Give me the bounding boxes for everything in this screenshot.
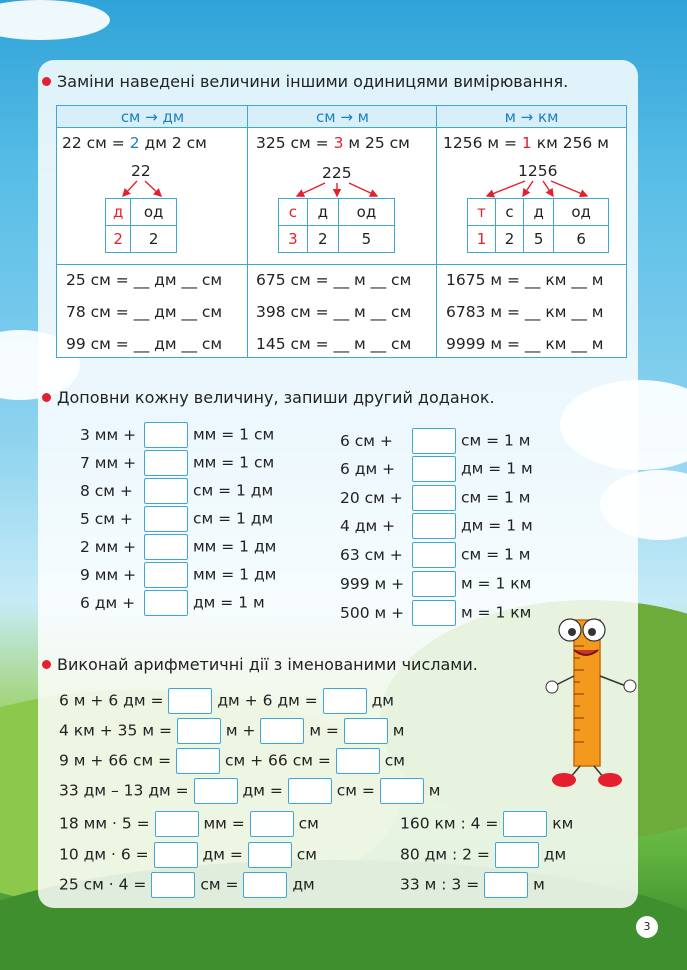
place-head: д [307, 199, 338, 226]
example-line: 325 см = 3 м 25 см [256, 134, 410, 152]
answer-box[interactable] [412, 428, 456, 454]
answer-box[interactable] [144, 562, 188, 588]
ruler-mascot-icon [540, 606, 650, 796]
answer-box[interactable] [484, 872, 528, 898]
decompose-number: 225 [322, 164, 352, 182]
answer-box[interactable] [144, 422, 188, 448]
task-line: 398 см = __ м __ см [256, 303, 412, 321]
equation-row: 500 м + м = 1 км [340, 600, 531, 626]
place-value: 6 [554, 226, 609, 253]
exercise-2-title: Доповни кожну величину, запиши другий доданок. [42, 388, 495, 407]
place-value-table [467, 198, 609, 253]
place-head: т [468, 199, 496, 226]
answer-box[interactable] [144, 478, 188, 504]
task-line: 6783 м = __ км __ м [446, 303, 604, 321]
answer-box[interactable] [168, 688, 212, 714]
answer-box[interactable] [250, 811, 294, 837]
place-value: 5 [338, 226, 394, 253]
answer-box[interactable] [144, 590, 188, 616]
place-head: с [496, 199, 524, 226]
answer-box[interactable] [154, 842, 198, 868]
place-value-table [278, 198, 395, 253]
answer-box[interactable] [155, 811, 199, 837]
operation-row: 18 мм · 5 = мм = см [59, 811, 319, 837]
operation-row: 33 м : 3 = м [400, 872, 545, 898]
equation-row: 2 мм + мм = 1 дм [80, 534, 276, 560]
place-value: 1 [468, 226, 496, 253]
equation-row: 999 м + м = 1 км [340, 571, 531, 597]
equation-row: 7 мм + мм = 1 см [80, 450, 274, 476]
equation-row: 5 см + см = 1 дм [80, 506, 273, 532]
task-line: 1675 м = __ км __ м [446, 271, 604, 289]
place-head: од [131, 199, 177, 226]
equation-row: 20 см + см = 1 м [340, 485, 530, 511]
place-head: с [279, 199, 308, 226]
decompose-number: 1256 [518, 162, 558, 180]
place-head: д [106, 199, 131, 226]
operation-row: 9 м + 66 см = см + 66 см = см [59, 748, 405, 774]
answer-box[interactable] [144, 506, 188, 532]
column-header: м → км [504, 108, 559, 126]
answer-box[interactable] [380, 778, 424, 804]
example-line: 1256 м = 1 км 256 м [443, 134, 609, 152]
answer-box[interactable] [412, 485, 456, 511]
place-value: 2 [131, 226, 177, 253]
answer-box[interactable] [412, 513, 456, 539]
place-head: од [554, 199, 609, 226]
answer-box[interactable] [151, 872, 195, 898]
equation-row: 63 см + см = 1 м [340, 542, 530, 568]
operation-row: 4 км + 35 м = м + м = м [59, 718, 405, 744]
equation-row: 6 дм + дм = 1 м [80, 590, 265, 616]
operation-row: 10 дм · 6 = дм = см [59, 842, 317, 868]
example-line: 22 см = 2 дм 2 см [62, 134, 207, 152]
page-number: 3 [636, 916, 658, 938]
task-line: 78 см = __ дм __ см [66, 303, 223, 321]
exercise-3-title: Виконай арифметичні дії з іменованими числами. [42, 655, 478, 674]
conversion-table [56, 105, 627, 358]
equation-row: 6 см + см = 1 м [340, 428, 530, 454]
answer-box[interactable] [176, 748, 220, 774]
task-line: 145 см = __ м __ см [256, 335, 412, 353]
task-line: 675 см = __ м __ см [256, 271, 412, 289]
bullet-icon [42, 660, 51, 669]
equation-row: 4 дм + дм = 1 м [340, 513, 533, 539]
place-value-table [105, 198, 177, 253]
equation-row: 3 мм + мм = 1 см [80, 422, 274, 448]
place-value: 2 [496, 226, 524, 253]
operation-row: 25 см · 4 = см = дм [59, 872, 315, 898]
task-line: 99 см = __ дм __ см [66, 335, 223, 353]
answer-box[interactable] [144, 534, 188, 560]
answer-box[interactable] [495, 842, 539, 868]
equation-row: 8 см + см = 1 дм [80, 478, 273, 504]
place-head: д [524, 199, 554, 226]
answer-box[interactable] [344, 718, 388, 744]
operation-row: 160 км : 4 = км [400, 811, 573, 837]
answer-box[interactable] [503, 811, 547, 837]
place-value: 2 [307, 226, 338, 253]
answer-box[interactable] [323, 688, 367, 714]
answer-box[interactable] [336, 748, 380, 774]
answer-box[interactable] [194, 778, 238, 804]
cloud [0, 0, 110, 40]
task-line: 9999 м = __ км __ м [446, 335, 604, 353]
answer-box[interactable] [288, 778, 332, 804]
answer-box[interactable] [412, 600, 456, 626]
operation-row: 6 м + 6 дм = дм + 6 дм = дм [59, 688, 394, 714]
answer-box[interactable] [260, 718, 304, 744]
bullet-icon [42, 393, 51, 402]
equation-row: 9 мм + мм = 1 дм [80, 562, 276, 588]
equation-row: 6 дм + дм = 1 м [340, 456, 533, 482]
decompose-number: 22 [131, 162, 151, 180]
task-line: 25 см = __ дм __ см [66, 271, 223, 289]
place-head: од [338, 199, 394, 226]
column-header: см → м [316, 108, 369, 126]
answer-box[interactable] [412, 542, 456, 568]
place-value: 2 [106, 226, 131, 253]
answer-box[interactable] [412, 456, 456, 482]
column-header: см → дм [120, 108, 185, 126]
answer-box[interactable] [248, 842, 292, 868]
bullet-icon [42, 77, 51, 86]
answer-box[interactable] [243, 872, 287, 898]
answer-box[interactable] [177, 718, 221, 744]
operation-row: 80 дм : 2 = дм [400, 842, 566, 868]
place-value: 3 [279, 226, 308, 253]
answer-box[interactable] [412, 571, 456, 597]
place-value: 5 [524, 226, 554, 253]
exercise-1-title: Заміни наведені величини іншими одиницями вимірювання. [42, 72, 568, 91]
operation-row: 33 дм – 13 дм = дм = см = м [59, 778, 440, 804]
answer-box[interactable] [144, 450, 188, 476]
